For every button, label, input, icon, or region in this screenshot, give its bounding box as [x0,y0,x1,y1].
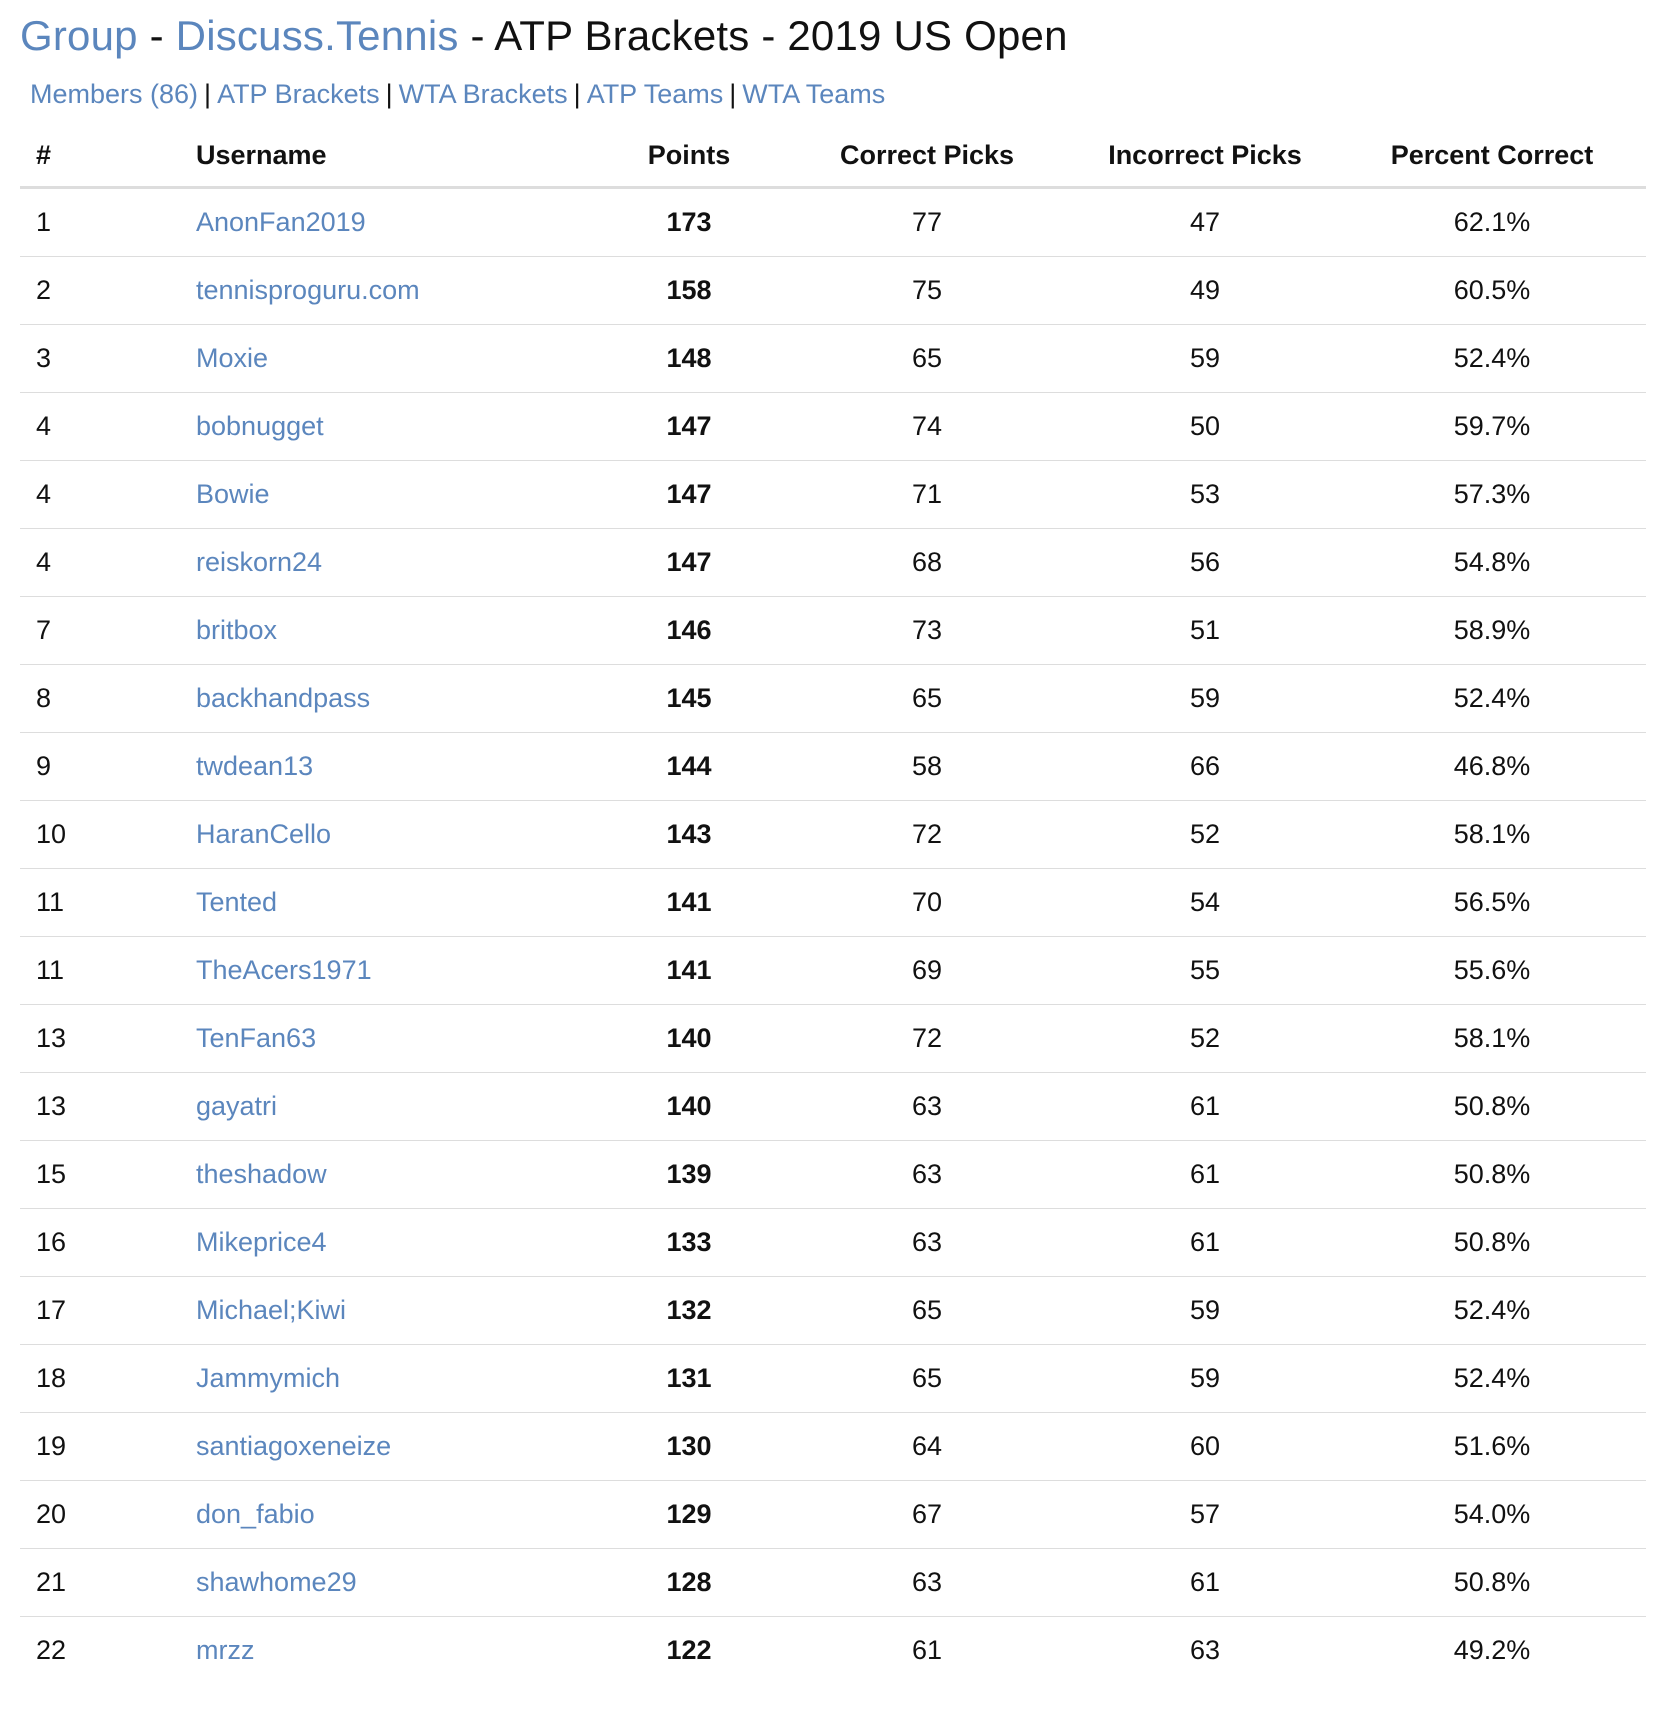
page-title [20,8,1648,64]
nav-atp-teams-link[interactable]: ATP Teams [586,79,724,109]
username-link[interactable]: gayatri [196,1091,278,1121]
nav-wta-brackets-link[interactable]: WTA Brackets [398,79,568,109]
percent-correct-cell: 57.3% [1338,461,1646,529]
incorrect-picks-cell: 53 [1072,461,1338,529]
table-row [20,325,1646,393]
table-row [20,529,1646,597]
username-cell [196,461,596,529]
table-header-row [20,124,1646,188]
rank-cell: 17 [20,1277,196,1345]
correct-picks-cell: 69 [782,937,1072,1005]
rank-cell: 4 [20,529,196,597]
correct-picks-cell: 77 [782,188,1072,257]
table-row [20,1209,1646,1277]
points-cell: 143 [596,801,782,869]
rank-cell: 13 [20,1073,196,1141]
username-cell [196,1481,596,1549]
incorrect-picks-cell: 55 [1072,937,1338,1005]
incorrect-picks-cell: 59 [1072,1277,1338,1345]
correct-picks-cell: 65 [782,325,1072,393]
incorrect-picks-cell: 66 [1072,733,1338,801]
points-cell: 147 [596,393,782,461]
incorrect-picks-cell: 52 [1072,1005,1338,1073]
incorrect-picks-cell: 61 [1072,1073,1338,1141]
percent-correct-cell: 58.1% [1338,1005,1646,1073]
username-link[interactable]: Moxie [196,343,269,373]
incorrect-picks-cell: 60 [1072,1413,1338,1481]
percent-correct-cell: 58.9% [1338,597,1646,665]
group-link[interactable]: Group [20,12,138,59]
points-cell: 128 [596,1549,782,1617]
correct-picks-cell: 63 [782,1141,1072,1209]
username-link[interactable]: Jammymich [196,1363,341,1393]
rank-cell: 10 [20,801,196,869]
rank-cell: 2 [20,257,196,325]
column-header-points: Points [596,124,782,188]
table-row [20,665,1646,733]
username-cell [196,1549,596,1617]
points-cell: 158 [596,257,782,325]
percent-correct-cell: 54.0% [1338,1481,1646,1549]
username-cell [196,665,596,733]
username-link[interactable]: TenFan63 [196,1023,317,1053]
percent-correct-cell: 50.8% [1338,1209,1646,1277]
username-link[interactable]: backhandpass [196,683,371,713]
correct-picks-cell: 70 [782,869,1072,937]
username-link[interactable]: twdean13 [196,751,314,781]
correct-picks-cell: 71 [782,461,1072,529]
incorrect-picks-cell: 54 [1072,869,1338,937]
incorrect-picks-cell: 59 [1072,1345,1338,1413]
percent-correct-cell: 49.2% [1453,1635,1531,1665]
points-cell: 148 [596,325,782,393]
username-link[interactable]: Bowie [196,479,270,509]
table-row [20,597,1646,665]
table-row [20,461,1646,529]
username-cell [196,188,596,257]
percent-correct-cell: 58.1% [1338,801,1646,869]
nav-separator: | [729,79,737,109]
username-cell [196,597,596,665]
correct-picks-cell: 63 [782,1073,1072,1141]
percent-correct-cell: 62.1% [1338,188,1646,257]
username-cell [196,325,596,393]
points-cell: 145 [596,665,782,733]
rank-cell: 16 [20,1209,196,1277]
correct-picks-cell: 63 [782,1549,1072,1617]
points-cell: 140 [596,1005,782,1073]
standings-body [20,188,1646,1685]
table-row [20,1549,1646,1617]
incorrect-picks-cell: 61 [1072,1141,1338,1209]
percent-correct-cell: 52.4% [1338,1345,1646,1413]
column-header-correct-picks: Correct Picks [782,124,1072,188]
percent-correct-cell: 60.5% [1338,257,1646,325]
incorrect-picks-cell: 61 [1072,1209,1338,1277]
points-cell: 140 [596,1073,782,1141]
column-header-rank: # [20,124,196,188]
points-cell: 141 [596,869,782,937]
table-row [20,1481,1646,1549]
incorrect-picks-cell: 52 [1072,801,1338,869]
rank-cell: 13 [20,1005,196,1073]
username-link[interactable]: santiagoxeneize [196,1431,392,1461]
incorrect-picks-cell: 57 [1072,1481,1338,1549]
table-row [20,1005,1646,1073]
correct-picks-cell: 67 [782,1481,1072,1549]
nav-separator: | [385,79,393,109]
points-cell: 130 [596,1413,782,1481]
username-cell [196,869,596,937]
username-link[interactable]: TheAcers1971 [196,955,372,985]
points-cell: 132 [596,1277,782,1345]
title-separator: - [137,12,176,59]
username-cell [196,1345,596,1413]
username-cell [196,1413,596,1481]
rank-cell: 19 [20,1413,196,1481]
percent-correct-cell: 51.6% [1338,1413,1646,1481]
table-row [20,1413,1646,1481]
correct-picks-cell: 74 [782,393,1072,461]
incorrect-picks-cell: 51 [1072,597,1338,665]
points-cell: 122 [666,1635,712,1665]
table-row [20,1141,1646,1209]
points-cell: 146 [596,597,782,665]
username-cell [196,1073,596,1141]
username-link[interactable]: reiskorn24 [196,547,323,577]
rank-cell: 4 [20,393,196,461]
username-cell [196,529,596,597]
percent-correct-cell: 52.4% [1338,665,1646,733]
rank-cell: 18 [20,1345,196,1413]
correct-picks-cell: 72 [782,1005,1072,1073]
username-link[interactable]: shawhome29 [196,1567,357,1597]
group-nav [30,74,1648,114]
correct-picks-cell: 64 [782,1413,1072,1481]
points-cell: 129 [596,1481,782,1549]
points-cell: 141 [596,937,782,1005]
correct-picks-cell: 65 [782,1277,1072,1345]
points-cell: 133 [596,1209,782,1277]
rank-cell: 8 [20,665,196,733]
username-cell [196,801,596,869]
username-link[interactable]: theshadow [196,1159,327,1189]
incorrect-picks-cell: 47 [1072,188,1338,257]
username-link[interactable]: don_fabio [196,1499,315,1529]
points-cell: 139 [596,1141,782,1209]
nav-separator: | [204,79,212,109]
table-row [20,801,1646,869]
rank-cell: 21 [20,1549,196,1617]
table-row [20,869,1646,937]
column-header-percent-correct: Percent Correct [1338,124,1646,188]
table-row [20,1345,1646,1413]
username-link[interactable]: tennisproguru.com [196,275,420,305]
username-link[interactable]: HaranCello [196,819,332,849]
nav-members-link[interactable]: Members (86) [30,79,199,109]
title-separator: - [458,12,495,59]
username-cell [196,1005,596,1073]
correct-picks-cell: 75 [782,257,1072,325]
table-row [20,937,1646,1005]
column-header-username: Username [196,124,596,188]
username-link[interactable]: AnonFan2019 [196,207,366,237]
incorrect-picks-cell: 56 [1072,529,1338,597]
correct-picks-cell: 58 [782,733,1072,801]
rank-cell: 11 [20,937,196,1005]
rank-cell: 15 [20,1141,196,1209]
rank-cell: 1 [20,188,196,257]
username-link[interactable]: britbox [196,615,278,645]
table-row [20,393,1646,461]
rank-cell: 20 [20,1481,196,1549]
username-cell [196,733,596,801]
page [20,0,1648,1684]
table-row [20,733,1646,801]
username-cell [196,1209,596,1277]
percent-correct-cell: 54.8% [1338,529,1646,597]
standings-table [20,124,1646,1684]
username-link[interactable]: bobnugget [196,411,324,441]
percent-correct-cell: 59.7% [1338,393,1646,461]
username-link[interactable]: Mikeprice4 [196,1227,327,1257]
correct-picks-cell: 63 [782,1209,1072,1277]
correct-picks-cell: 61 [911,1635,943,1665]
correct-picks-cell: 72 [782,801,1072,869]
rank-cell: 4 [20,461,196,529]
table-row [20,188,1646,257]
points-cell: 147 [596,529,782,597]
table-row [20,1617,1646,1685]
nav-atp-brackets-link[interactable]: ATP Brackets [217,79,380,109]
table-row [20,1277,1646,1345]
username-cell [196,937,596,1005]
percent-correct-cell: 56.5% [1338,869,1646,937]
username-link[interactable]: mrzz [196,1635,255,1665]
incorrect-picks-cell: 59 [1072,665,1338,733]
percent-correct-cell: 52.4% [1338,1277,1646,1345]
username-link[interactable]: Tented [196,887,278,917]
incorrect-picks-cell: 50 [1072,393,1338,461]
username-cell [196,393,596,461]
table-row [20,257,1646,325]
correct-picks-cell: 73 [782,597,1072,665]
points-cell: 131 [596,1345,782,1413]
incorrect-picks-cell: 61 [1072,1549,1338,1617]
username-cell [196,1277,596,1345]
percent-correct-cell: 50.8% [1338,1073,1646,1141]
username-cell [196,1617,596,1685]
percent-correct-cell: 55.6% [1338,937,1646,1005]
group-name-link[interactable]: Discuss.Tennis [175,12,459,59]
table-row [20,1073,1646,1141]
username-cell [196,257,596,325]
points-cell: 147 [596,461,782,529]
incorrect-picks-cell: 49 [1072,257,1338,325]
percent-correct-cell: 46.8% [1338,733,1646,801]
rank-cell: 3 [20,325,196,393]
percent-correct-cell: 50.8% [1338,1549,1646,1617]
incorrect-picks-cell: 63 [1189,1635,1221,1665]
column-header-incorrect-picks: Incorrect Picks [1072,124,1338,188]
points-cell: 144 [596,733,782,801]
rank-cell: 9 [20,733,196,801]
correct-picks-cell: 65 [782,665,1072,733]
rank-cell: 7 [20,597,196,665]
correct-picks-cell: 65 [782,1345,1072,1413]
points-cell: 173 [596,188,782,257]
incorrect-picks-cell: 59 [1072,325,1338,393]
percent-correct-cell: 52.4% [1338,325,1646,393]
username-link[interactable]: Michael;Kiwi [196,1295,347,1325]
percent-correct-cell: 50.8% [1338,1141,1646,1209]
correct-picks-cell: 68 [782,529,1072,597]
nav-separator: | [573,79,581,109]
title-context: ATP Brackets - 2019 US Open [494,12,1068,59]
username-cell [196,1141,596,1209]
rank-cell: 22 [36,1635,67,1665]
nav-wta-teams-link[interactable]: WTA Teams [742,79,886,109]
rank-cell: 11 [20,869,196,937]
